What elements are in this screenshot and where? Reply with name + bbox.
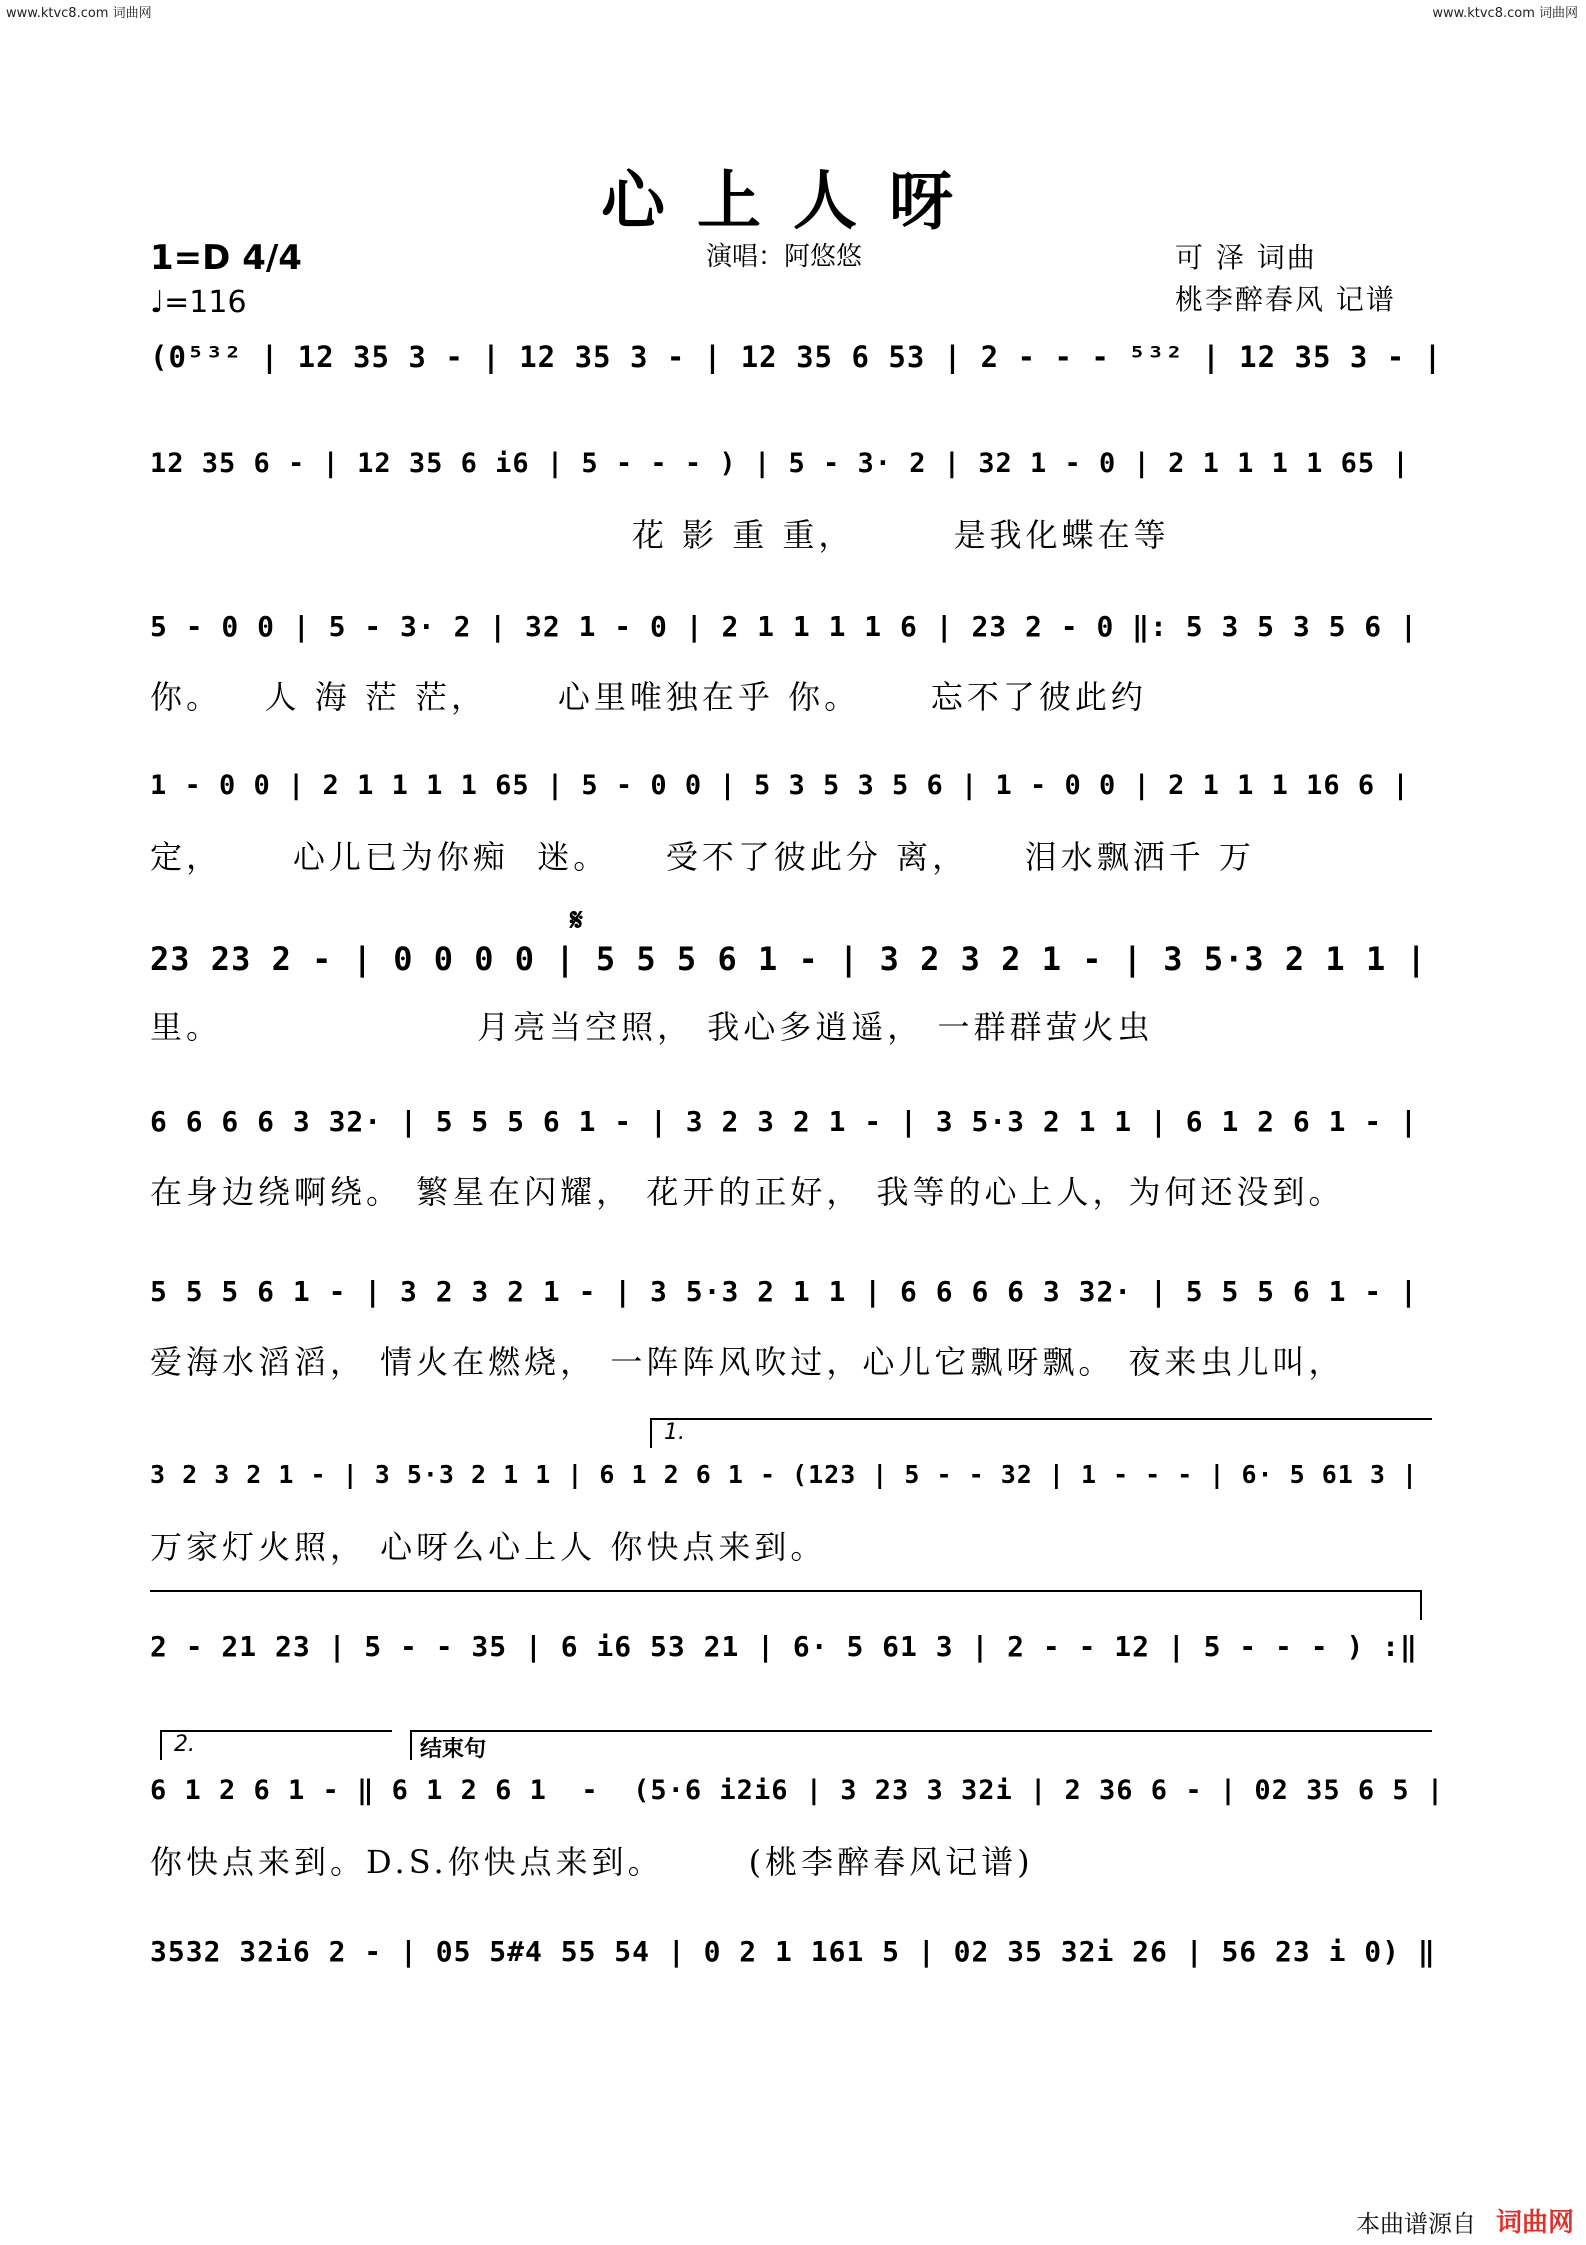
watermark-right: www.ktvc8.com 词曲网 [1432, 6, 1578, 21]
composer-credit: 可 泽 词曲 [1175, 241, 1317, 274]
lyrics-row: 你快点来到。D.S.你快点来到。 (桃李醉春风记谱) [150, 1843, 1034, 1881]
notes-row: 3532 32i6 2 - | 05 5#4 55 54 | 0 2 1 161 5 | 02 35 32i 26 | 56 23 i 0) ‖ [150, 1935, 1436, 1968]
tempo-marking: ♩=116 [150, 285, 247, 320]
score-line [150, 770, 1450, 880]
volta-2-label: 2. [174, 1732, 195, 1757]
notes-row: 6 1 2 6 1 - ‖ 6 1 2 6 1 - (5·6 i2i6 | 3 23 3 32i | 2 36 6 - | 02 35 6 5 | [150, 1775, 1445, 1806]
singer-credit: 演唱：阿悠悠 [706, 242, 863, 272]
key-signature: 1=D 4/4 [150, 238, 302, 278]
score-line [150, 1275, 1450, 1385]
lyrics-row: 在身边绕啊绕。 繁星在闪耀， 花开的正好， 我等的心上人，为何还没到。 [150, 1173, 1345, 1211]
notes-row: 6 6 6 6 3 32· | 5 5 5 6 1 - | 3 2 3 2 1 - | 3 5·3 2 1 1 | 6 1 2 6 1 - | [150, 1105, 1418, 1138]
coda-bracket [410, 1730, 1432, 1760]
volta-bracket-1 [650, 1418, 1432, 1448]
volta-bracket-1-continued [150, 1590, 1422, 1620]
lyrics-row: 花 影 重 重， 是我化蝶在等 [150, 516, 1170, 554]
score-line [150, 1935, 1450, 2045]
lyrics-row: 爱海水滔滔， 情火在燃烧， 一阵阵风吹过，心儿它飘呀飘。 夜来虫儿叫， [150, 1343, 1345, 1381]
score-line [150, 448, 1450, 558]
notes-row: 2 - 21 23 | 5 - - 35 | 6 i6 53 21 | 6· 5 61 3 | 2 - - 12 | 5 - - - ) :‖ [150, 1630, 1418, 1663]
footer-brand: 词曲网 [1495, 2208, 1574, 2238]
score-line [150, 1775, 1450, 1885]
notes-row: 1 - 0 0 | 2 1 1 1 1 65 | 5 - 0 0 | 5 3 5 3 5 6 | 1 - 0 0 | 2 1 1 1 16 6 | [150, 770, 1410, 801]
score-line [150, 940, 1450, 1050]
volta-bracket-2 [160, 1730, 392, 1760]
watermark-left: www.ktvc8.com 词曲网 [6, 6, 152, 21]
score-line [150, 1460, 1450, 1570]
lyrics-row: 里。 月亮当空照， 我心多逍遥， 一群群萤火虫 [150, 1008, 1154, 1046]
song-title: 心上人呀 [601, 164, 985, 239]
score-line [150, 340, 1450, 450]
notes-row: 5 5 5 6 1 - | 3 2 3 2 1 - | 3 5·3 2 1 1 | 6 6 6 6 3 32· | 5 5 5 6 1 - | [150, 1275, 1418, 1308]
score-line [150, 1105, 1450, 1215]
footer-source: 本曲谱源自 [1356, 2210, 1476, 2238]
score-line [150, 610, 1450, 720]
segno-sign: 𝄋 [570, 903, 583, 938]
lyrics-row: 万家灯火照， 心呀么心上人 你快点来到。 [150, 1528, 827, 1566]
lyrics-row: 定， 心儿已为你痴 迷。 受不了彼此分 离， 泪水飘洒千 万 [150, 838, 1255, 876]
score-line [150, 1630, 1450, 1740]
coda-label: 结束句 [420, 1737, 487, 1762]
notes-row: 5 - 0 0 | 5 - 3· 2 | 32 1 - 0 | 2 1 1 1 1 6 | 23 2 - 0 ‖: 5 3 5 3 5 6 | [150, 610, 1418, 643]
notation-credit: 桃李醉春风 记谱 [1175, 283, 1396, 316]
notes-row: 23 23 2 - | 0 0 0 0 | 5 5 5 6 1 - | 3 2 3 2 1 - | 3 5·3 2 1 1 | [150, 940, 1427, 978]
lyrics-row: 你。 人 海 茫 茫， 心里唯独在乎 你。 忘不了彼此约 [150, 678, 1147, 716]
notes-row: 3 2 3 2 1 - | 3 5·3 2 1 1 | 6 1 2 6 1 - (123 | 5 - - 32 | 1 - - - | 6· 5 61 3 | [150, 1460, 1419, 1489]
notes-row: 12 35 6 - | 12 35 6 i6 | 5 - - - ) | 5 - 3· 2 | 32 1 - 0 | 2 1 1 1 1 65 | [150, 448, 1410, 479]
volta-1-label: 1. [664, 1420, 685, 1445]
notes-row: (0⁵³² | 12 35 3 - | 12 35 3 - | 12 35 6 53 | 2 - - - ⁵³² | 12 35 3 - | [150, 340, 1443, 374]
